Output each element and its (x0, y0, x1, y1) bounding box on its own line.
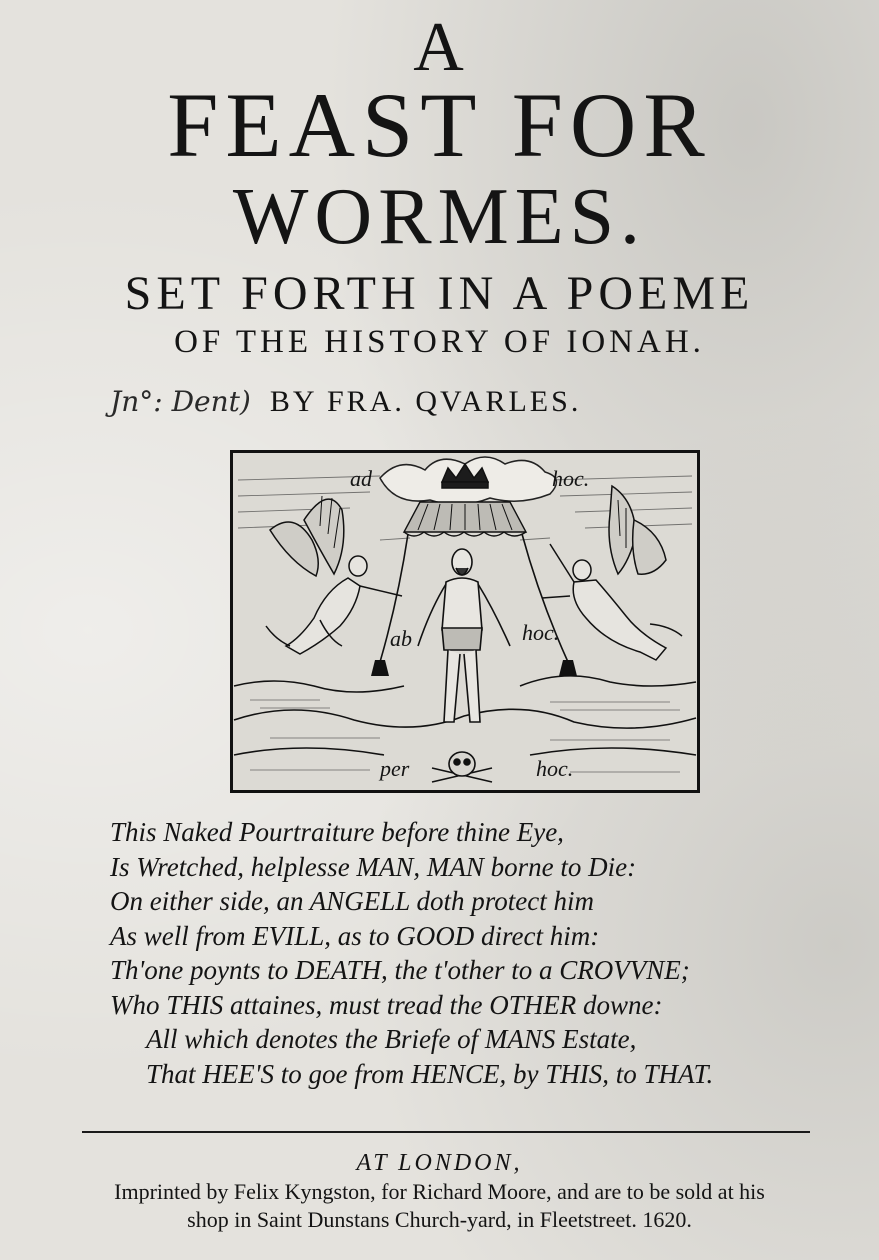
verse-line: This Naked Pourtraiture before thine Eye, (110, 817, 564, 847)
author-line: BY FRA. QVARLES. (269, 385, 582, 418)
verse-line: On either side, an ANGELL doth protect him (110, 886, 594, 916)
handwritten-signature: Jn°: Dent) (110, 385, 251, 418)
title-line-wormes: WORMES. (232, 173, 647, 261)
imprint-line-2: Imprinted by Felix Kyngston, for Richard Moore, and are to be sold at his (114, 1179, 765, 1204)
woodcut-label-ad: ad (350, 466, 372, 491)
woodcut-label-per: per (380, 756, 410, 781)
imprint-line-3: shop in Saint Dunstans Church-yard, in Fleetstreet. 1620. (187, 1207, 692, 1232)
byline (110, 385, 610, 419)
verse-line: That HEE'S to goe from HENCE, by THIS, to THAT. (146, 1058, 714, 1089)
subtitle-line-2: OF THE HISTORY OF IONAH. (174, 324, 705, 360)
woodcut-illustration (230, 450, 700, 793)
verse-block (110, 815, 810, 1091)
canopy (404, 502, 526, 536)
woodcut-label-ab: ab (390, 626, 412, 651)
verse-line: All which denotes the Briefe of MANS Estate, (146, 1024, 637, 1054)
woodcut-label-hoc-top: hoc. (552, 466, 590, 491)
verse-line: Th'one poynts to DEATH, the t'other to a CROVVNE; (110, 955, 690, 985)
verse-line: Is Wretched, helplesse MAN, MAN borne to Die: (110, 851, 637, 882)
title-line-feast-for: FEAST FOR (167, 74, 712, 176)
woodcut-label-hoc-middle: hoc. (522, 620, 560, 645)
divider-rule (82, 1131, 810, 1133)
imprint-place: AT LONDON, (356, 1150, 523, 1176)
woodcut-label-hoc-bottom: hoc. (536, 756, 574, 781)
verse-line: As well from EVILL, as to GOOD direct him: (110, 920, 600, 951)
title-line-a: A (413, 9, 466, 86)
verse-line: Who THIS attaines, must tread the OTHER downe: (110, 989, 663, 1020)
subtitle-line-1: SET FORTH IN A POEME (124, 267, 755, 320)
